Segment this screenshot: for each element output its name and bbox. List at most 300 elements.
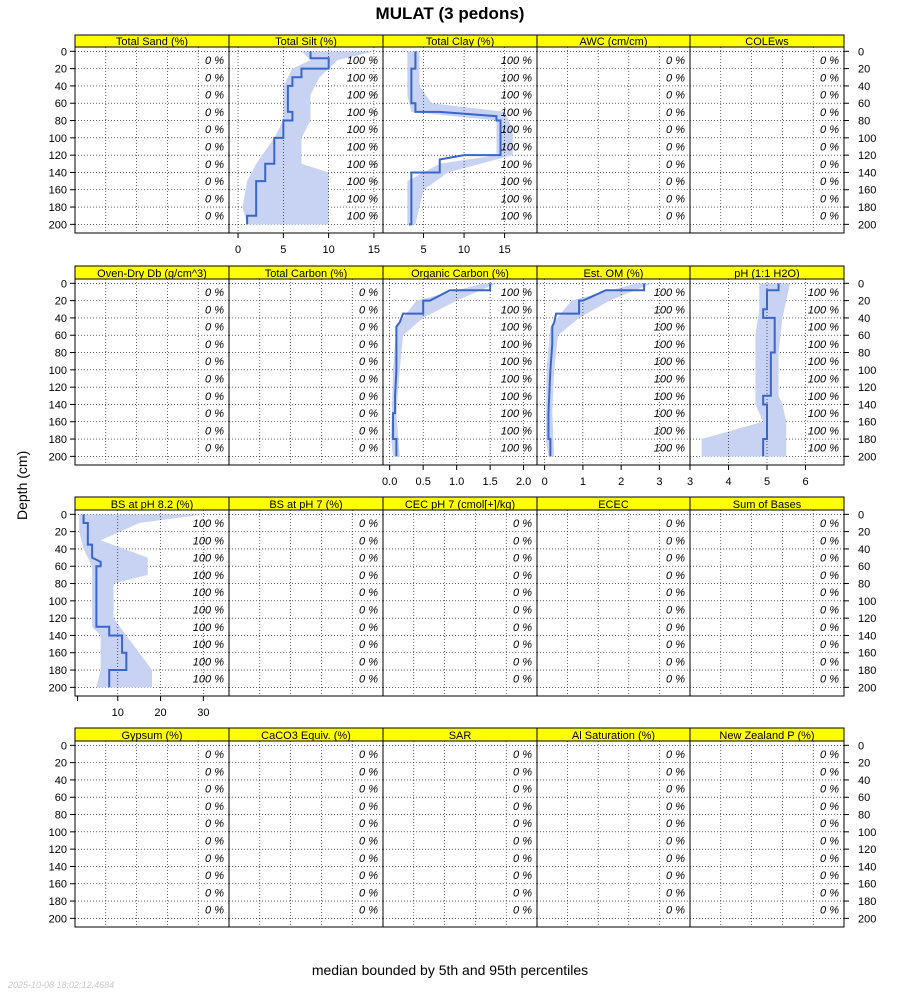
y-tick-label-right: 160 [858, 416, 877, 429]
y-tick-label-left: 160 [48, 416, 67, 429]
pct-label: 0 % [666, 587, 685, 600]
y-tick-label-right: 140 [858, 630, 877, 643]
y-tick-label-left: 140 [48, 399, 67, 412]
panel-9 [687, 266, 844, 488]
pct-label: 0 % [820, 176, 839, 189]
panel-title: Est. OM (%) [583, 268, 644, 280]
pct-label: 0 % [513, 818, 532, 831]
pct-label: 0 % [820, 639, 839, 652]
y-tick-label-right: 80 [858, 347, 871, 360]
pct-label: 0 % [666, 604, 685, 617]
pct-label: 100 % [346, 141, 378, 154]
pct-label: 0 % [820, 748, 839, 761]
pct-label: 0 % [205, 852, 224, 865]
pct-label: 100 % [653, 356, 685, 369]
pct-label: 0 % [513, 766, 532, 779]
y-tick-label-right: 80 [858, 809, 871, 822]
pct-label: 0 % [359, 818, 378, 831]
y-tick-label-left: 40 [54, 312, 67, 325]
y-tick-label-left: 20 [54, 63, 67, 76]
pct-label: 0 % [820, 835, 839, 848]
panel-title: CaCO3 Equiv. (%) [261, 730, 351, 742]
pct-label: 0 % [820, 141, 839, 154]
pct-label: 0 % [666, 904, 685, 917]
pct-label: 100 % [346, 72, 378, 85]
pct-label: 0 % [513, 517, 532, 530]
pct-label: 0 % [359, 639, 378, 652]
x-tick-label: 2.0 [515, 476, 532, 488]
panel-15 [75, 728, 229, 927]
pct-label: 0 % [666, 193, 685, 206]
y-tick-label-right: 60 [858, 330, 871, 343]
pct-label: 0 % [205, 425, 224, 438]
y-tick-label-left: 0 [60, 278, 67, 291]
pct-label: 0 % [666, 673, 685, 686]
pct-label: 100 % [807, 425, 839, 438]
y-tick-label-left: 20 [54, 757, 67, 770]
y-axis-label: Depth (cm) [14, 450, 30, 520]
pct-label: 0 % [513, 535, 532, 548]
y-tick-label-right: 0 [858, 278, 865, 291]
pct-label: 0 % [205, 818, 224, 831]
panel-13 [537, 497, 690, 696]
pct-label: 100 % [807, 321, 839, 334]
pct-label: 100 % [653, 373, 685, 386]
pct-label: 0 % [513, 569, 532, 582]
y-tick-label-left: 80 [54, 809, 67, 822]
pct-label: 0 % [359, 356, 378, 369]
pct-label: 0 % [205, 887, 224, 900]
pct-label: 0 % [359, 852, 378, 865]
pct-label: 0 % [513, 783, 532, 796]
panel-2 [383, 35, 537, 256]
pct-label: 0 % [666, 106, 685, 119]
y-tick-label-right: 40 [858, 774, 871, 787]
y-tick-label-right: 0 [858, 509, 865, 522]
panel-title: New Zealand P (%) [719, 730, 815, 742]
x-tick-label: 3 [656, 476, 663, 488]
y-tick-label-left: 140 [48, 861, 67, 874]
pct-label: 0 % [359, 552, 378, 565]
y-tick-label-left: 120 [48, 844, 67, 857]
y-tick-label-right: 40 [858, 80, 871, 93]
pct-label: 0 % [666, 887, 685, 900]
y-tick-label-right: 20 [858, 526, 871, 539]
pct-label: 0 % [513, 870, 532, 883]
pct-label: 0 % [359, 673, 378, 686]
pct-label: 0 % [205, 390, 224, 403]
pct-label: 0 % [666, 818, 685, 831]
pct-label: 100 % [807, 442, 839, 455]
x-tick-label: 5 [280, 244, 287, 256]
y-tick-label-left: 80 [54, 115, 67, 128]
pct-label: 100 % [653, 390, 685, 403]
pct-label: 0 % [205, 870, 224, 883]
x-tick-label: 5 [763, 476, 771, 488]
pct-label: 0 % [359, 887, 378, 900]
pct-label: 100 % [653, 304, 685, 317]
panel-0 [75, 35, 229, 233]
pct-label: 0 % [820, 852, 839, 865]
chart-caption: median bounded by 5th and 95th percentiles [311, 962, 589, 978]
pct-label: 100 % [500, 390, 532, 403]
pct-label: 0 % [359, 517, 378, 530]
panel-18 [537, 728, 690, 927]
pct-label: 100 % [500, 338, 532, 351]
pct-label: 0 % [205, 904, 224, 917]
panel-title: Total Silt (%) [275, 36, 337, 48]
pct-label: 0 % [666, 748, 685, 761]
pct-label: 100 % [500, 176, 532, 189]
y-tick-label-left: 160 [48, 647, 67, 660]
x-tick-label: 3 [686, 476, 694, 488]
pct-label: 0 % [820, 587, 839, 600]
panel-10 [75, 497, 229, 719]
y-tick-label-left: 140 [48, 167, 67, 180]
y-tick-label-right: 20 [858, 757, 871, 770]
pct-label: 100 % [653, 442, 685, 455]
pct-label: 0 % [820, 124, 839, 137]
pct-label: 100 % [500, 89, 532, 102]
y-tick-label-left: 20 [54, 526, 67, 539]
pct-label: 0 % [666, 783, 685, 796]
pct-label: 0 % [359, 904, 378, 917]
pct-label: 0 % [205, 210, 224, 223]
panel-17 [383, 728, 537, 927]
pct-label: 100 % [346, 158, 378, 171]
panel-title: Total Clay (%) [425, 36, 495, 48]
pct-label: 100 % [500, 442, 532, 455]
percentile-band [407, 51, 512, 224]
y-tick-label-right: 100 [858, 364, 877, 377]
x-tick-label: 10 [457, 244, 471, 256]
y-tick-label-right: 120 [858, 382, 877, 395]
pct-label: 0 % [205, 835, 224, 848]
y-tick-label-right: 20 [858, 295, 871, 308]
pct-label: 0 % [513, 673, 532, 686]
pct-label: 100 % [500, 210, 532, 223]
y-tick-label-right: 120 [858, 844, 877, 857]
panel-title: Total Carbon (%) [264, 268, 348, 280]
pct-label: 0 % [359, 870, 378, 883]
pct-label: 0 % [205, 748, 224, 761]
pct-label: 100 % [653, 286, 685, 299]
y-tick-label-right: 80 [858, 115, 871, 128]
pct-label: 100 % [192, 639, 224, 652]
pct-label: 0 % [513, 587, 532, 600]
pct-label: 0 % [666, 621, 685, 634]
y-tick-label-left: 200 [48, 913, 67, 926]
pct-label: 0 % [205, 106, 224, 119]
y-tick-label-left: 0 [60, 740, 67, 753]
pct-label: 0 % [666, 552, 685, 565]
pct-label: 0 % [666, 517, 685, 530]
pct-label: 0 % [205, 766, 224, 779]
y-tick-label-left: 200 [48, 451, 67, 464]
y-tick-label-left: 20 [54, 295, 67, 308]
panel-8 [537, 266, 690, 488]
pct-label: 100 % [807, 304, 839, 317]
pct-label: 100 % [807, 356, 839, 369]
x-tick-label: 20 [154, 707, 167, 719]
y-tick-label-right: 160 [858, 647, 877, 660]
timestamp: 2025-10-08 18:02:12.4684 [8, 980, 115, 990]
y-tick-label-right: 20 [858, 63, 871, 76]
pct-label: 0 % [359, 408, 378, 421]
pct-label: 100 % [192, 552, 224, 565]
pct-label: 100 % [346, 176, 378, 189]
pct-label: 0 % [820, 818, 839, 831]
pct-label: 0 % [820, 89, 839, 102]
pct-label: 0 % [666, 835, 685, 848]
pct-label: 0 % [205, 72, 224, 85]
y-tick-label-right: 60 [858, 792, 871, 805]
pct-label: 0 % [820, 604, 839, 617]
x-tick-label: 0 [541, 476, 548, 488]
pct-label: 100 % [192, 587, 224, 600]
pct-label: 0 % [205, 124, 224, 137]
pct-label: 0 % [666, 124, 685, 137]
pct-label: 100 % [500, 193, 532, 206]
y-tick-label-right: 160 [858, 878, 877, 891]
y-tick-label-left: 100 [48, 364, 67, 377]
pct-label: 0 % [820, 766, 839, 779]
pct-label: 0 % [820, 783, 839, 796]
y-tick-label-right: 140 [858, 399, 877, 412]
pct-label: 100 % [500, 321, 532, 334]
panel-title: Oven-Dry Db (g/cm^3) [97, 268, 207, 280]
y-tick-label-right: 200 [858, 682, 877, 695]
pct-label: 0 % [359, 304, 378, 317]
panel-title: ECEC [598, 499, 629, 511]
pct-label: 0 % [513, 604, 532, 617]
panel-5 [75, 266, 229, 465]
pct-label: 0 % [359, 535, 378, 548]
y-tick-label-left: 100 [48, 595, 67, 608]
panel-4 [690, 35, 844, 233]
pct-label: 0 % [513, 656, 532, 669]
pct-label: 100 % [807, 373, 839, 386]
pct-label: 0 % [666, 535, 685, 548]
y-tick-label-left: 80 [54, 347, 67, 360]
median-line [548, 283, 644, 456]
panel-title: Al Saturation (%) [571, 730, 656, 742]
y-tick-label-right: 180 [858, 202, 877, 215]
pct-label: 0 % [513, 748, 532, 761]
panel-title: SAR [448, 730, 472, 742]
y-tick-label-left: 120 [48, 613, 67, 626]
pct-label: 100 % [653, 338, 685, 351]
pct-label: 0 % [513, 552, 532, 565]
y-tick-label-left: 100 [48, 826, 67, 839]
pct-label: 0 % [666, 569, 685, 582]
pct-label: 0 % [666, 176, 685, 189]
pct-label: 0 % [820, 72, 839, 85]
pct-label: 100 % [807, 338, 839, 351]
y-tick-label-right: 80 [858, 578, 871, 591]
pct-label: 0 % [820, 106, 839, 119]
y-tick-label-right: 100 [858, 826, 877, 839]
pct-label: 0 % [205, 338, 224, 351]
pct-label: 0 % [666, 158, 685, 171]
pct-label: 0 % [666, 54, 685, 67]
pct-label: 100 % [500, 124, 532, 137]
pct-label: 0 % [205, 783, 224, 796]
pct-label: 100 % [500, 106, 532, 119]
pct-label: 0 % [205, 54, 224, 67]
pct-label: 0 % [359, 748, 378, 761]
pct-label: 0 % [666, 766, 685, 779]
y-tick-label-right: 200 [858, 219, 877, 232]
pct-label: 0 % [513, 621, 532, 634]
pct-label: 100 % [500, 356, 532, 369]
pct-label: 0 % [359, 800, 378, 813]
y-tick-label-right: 140 [858, 861, 877, 874]
pct-label: 0 % [666, 89, 685, 102]
panel-title: BS at pH 7 (%) [269, 499, 343, 511]
panel-11 [229, 497, 383, 696]
x-tick-label: 0.0 [382, 476, 398, 488]
pct-label: 0 % [205, 176, 224, 189]
y-tick-label-left: 0 [60, 509, 67, 522]
x-tick-label: 30 [197, 707, 210, 719]
pct-label: 100 % [807, 408, 839, 421]
panel-1 [229, 35, 383, 256]
pct-label: 0 % [820, 904, 839, 917]
panel-title: Organic Carbon (%) [411, 268, 509, 280]
pct-label: 100 % [192, 569, 224, 582]
y-tick-label-right: 40 [858, 543, 871, 556]
pct-label: 100 % [192, 517, 224, 530]
pct-label: 0 % [359, 587, 378, 600]
pct-label: 100 % [653, 408, 685, 421]
panel-title: BS at pH 8.2 (%) [110, 499, 194, 511]
pct-label: 100 % [500, 408, 532, 421]
x-tick-label: 1.5 [482, 476, 498, 488]
pct-label: 100 % [192, 604, 224, 617]
pct-label: 100 % [346, 89, 378, 102]
pct-label: 0 % [820, 517, 839, 530]
y-tick-label-right: 120 [858, 150, 877, 163]
pct-label: 0 % [205, 373, 224, 386]
y-tick-label-left: 120 [48, 150, 67, 163]
pct-label: 0 % [359, 835, 378, 848]
pct-label: 0 % [205, 321, 224, 334]
y-tick-label-left: 120 [48, 382, 67, 395]
y-tick-label-right: 200 [858, 451, 877, 464]
y-tick-label-left: 60 [54, 792, 67, 805]
pct-label: 0 % [359, 442, 378, 455]
pct-label: 0 % [820, 800, 839, 813]
panel-7 [382, 266, 537, 488]
pct-label: 0 % [205, 442, 224, 455]
x-tick-label: 2 [618, 476, 625, 488]
x-tick-label: 6 [802, 476, 809, 488]
y-tick-label-left: 60 [54, 98, 67, 111]
pct-label: 100 % [192, 621, 224, 634]
pct-label: 0 % [359, 621, 378, 634]
pct-label: 0 % [820, 887, 839, 900]
pct-label: 0 % [666, 72, 685, 85]
x-tick-label: 15 [498, 244, 511, 256]
pct-label: 100 % [500, 373, 532, 386]
y-tick-label-right: 100 [858, 132, 877, 145]
pct-label: 0 % [359, 425, 378, 438]
y-tick-label-left: 80 [54, 578, 67, 591]
pct-label: 0 % [513, 887, 532, 900]
y-tick-label-right: 160 [858, 184, 877, 197]
pct-label: 0 % [513, 852, 532, 865]
pct-label: 100 % [346, 210, 378, 223]
x-tick-label: 5 [420, 244, 427, 256]
pct-label: 100 % [346, 193, 378, 206]
pct-label: 0 % [820, 569, 839, 582]
pct-label: 0 % [820, 193, 839, 206]
pct-label: 0 % [205, 304, 224, 317]
panel-title: AWC (cm/cm) [579, 36, 648, 48]
panel-title: Gypsum (%) [121, 730, 183, 742]
pct-label: 100 % [346, 106, 378, 119]
pct-label: 0 % [820, 54, 839, 67]
panel-title: COLEws [745, 36, 789, 48]
pct-label: 0 % [820, 535, 839, 548]
pct-label: 100 % [500, 286, 532, 299]
y-tick-label-left: 180 [48, 202, 67, 215]
chart-title: MULAT (3 pedons) [375, 4, 525, 23]
pct-label: 0 % [820, 210, 839, 223]
pct-label: 0 % [513, 904, 532, 917]
panel-14 [690, 497, 844, 696]
pct-label: 100 % [807, 390, 839, 403]
pct-label: 0 % [820, 673, 839, 686]
y-tick-label-left: 160 [48, 878, 67, 891]
x-tick-label: 4 [725, 476, 732, 488]
pct-label: 100 % [192, 673, 224, 686]
y-tick-label-left: 180 [48, 434, 67, 447]
pct-label: 0 % [205, 141, 224, 154]
y-tick-label-left: 60 [54, 561, 67, 574]
y-tick-label-right: 180 [858, 434, 877, 447]
x-tick-label: 1.0 [449, 476, 465, 488]
pct-label: 0 % [359, 390, 378, 403]
y-tick-label-left: 180 [48, 896, 67, 909]
pct-label: 0 % [666, 870, 685, 883]
y-tick-label-right: 60 [858, 561, 871, 574]
pct-label: 100 % [500, 141, 532, 154]
y-tick-label-right: 60 [858, 98, 871, 111]
pct-label: 100 % [653, 321, 685, 334]
pct-label: 100 % [192, 535, 224, 548]
panel-16 [229, 728, 383, 927]
panel-title: Sum of Bases [732, 499, 802, 511]
pct-label: 0 % [820, 621, 839, 634]
x-tick-label: 0 [234, 244, 242, 256]
y-tick-label-left: 160 [48, 184, 67, 197]
pct-label: 0 % [513, 800, 532, 813]
y-tick-label-left: 140 [48, 630, 67, 643]
pct-label: 0 % [205, 193, 224, 206]
y-tick-label-right: 0 [858, 740, 865, 753]
pct-label: 100 % [346, 124, 378, 137]
y-tick-label-left: 40 [54, 80, 67, 93]
pct-label: 100 % [500, 72, 532, 85]
y-tick-label-left: 0 [60, 46, 67, 59]
y-tick-label-left: 200 [48, 219, 67, 232]
y-tick-label-left: 180 [48, 665, 67, 678]
y-tick-label-right: 180 [858, 896, 877, 909]
pct-label: 0 % [359, 373, 378, 386]
pct-label: 0 % [205, 408, 224, 421]
